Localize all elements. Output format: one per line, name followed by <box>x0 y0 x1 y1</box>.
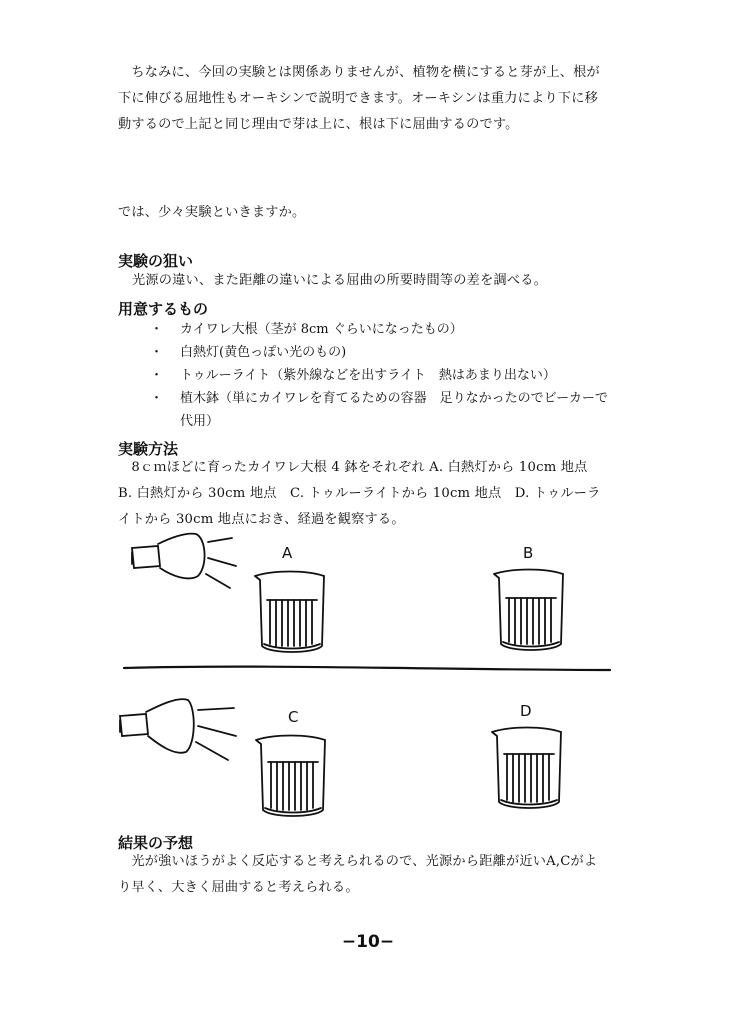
purpose-heading: 実験の狙い <box>118 252 194 270</box>
divider-line <box>124 667 610 670</box>
bullet-icon: ・ <box>150 391 164 406</box>
prediction-heading: 結果の予想 <box>118 834 194 852</box>
materials-list <box>150 318 610 433</box>
intro-paragraph: ちなみに、今回の実験とは関係ありませんが、植物を横にすると芽が上、根が下に伸びる屈地性もオーキシンで説明できます。オーキシンは重力により下に移動するので上記と同じ理由で芽は上に、根は下に屈曲するのです。 <box>118 65 600 132</box>
method-text: 8ｃｍほどに育ったカイワレ大根 4 鉢をそれぞれ A. 白熱灯から 10cm 地点 B. 白熱灯から 30cm 地点 C. トゥルーライトから 10cm 地点 D. トゥルーライトから 30cm 地点におき、経過を観察する。 <box>118 460 601 527</box>
beaker-icon <box>256 736 325 817</box>
label-a: A <box>282 544 293 562</box>
bullet-icon: ・ <box>150 368 164 383</box>
materials-item: ・ 白熱灯(黄色っぽい光のもの) <box>150 341 610 364</box>
bullet-icon: ・ <box>150 322 164 337</box>
light-rays <box>196 708 236 760</box>
lamp-icon <box>132 534 205 579</box>
materials-item: ・ カイワレ大根（茎が 8cm ぐらいになったもの） <box>150 318 610 341</box>
beaker-icon <box>494 570 563 651</box>
lamp-icon <box>120 699 194 753</box>
materials-item: ・ トゥルーライト（紫外線などを出すライト 熱はあまり出ない） <box>150 364 610 387</box>
bullet-icon: ・ <box>150 345 164 360</box>
materials-item: ・ 植木鉢（単にカイワレを育てるための容器 足りなかったのでビーカーで代用） <box>150 387 610 433</box>
transition-text: では、少々実験といきますか。 <box>118 205 306 220</box>
beaker-icon <box>492 728 561 809</box>
label-d: D <box>520 702 532 720</box>
method-heading: 実験方法 <box>118 440 179 458</box>
light-rays <box>206 538 236 588</box>
label-b: B <box>523 544 534 562</box>
page-number: −10− <box>341 932 395 952</box>
purpose-text: 光源の違い、また距離の違いによる屈曲の所要時間等の差を調べる。 <box>132 273 548 288</box>
beaker-icon <box>255 572 324 653</box>
experiment-figure <box>110 530 620 830</box>
label-c: C <box>288 708 299 726</box>
prediction-text: 光が強いほうがよく反応すると考えられるので、光源から距離が近いA,Cがより早く、大きく屈曲すると考えられる。 <box>118 854 598 895</box>
materials-heading: 用意するもの <box>118 300 209 318</box>
